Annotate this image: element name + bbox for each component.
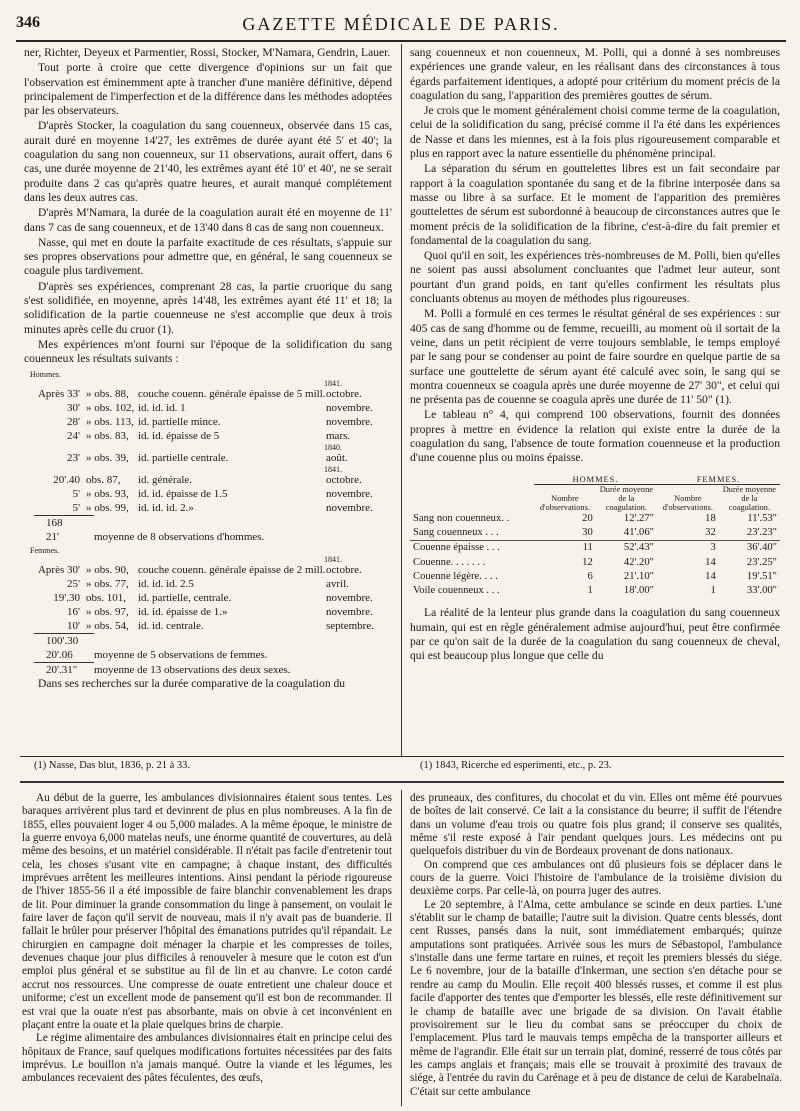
cell-m-obs: 11 [582, 542, 593, 554]
observation-row [24, 605, 392, 619]
paragraph: La séparation du sérum en gouttelettes libres est un fait secondaire par rapport à la coagulation spontanée du sang et de la fibrine interposée dans sa masse ou libre à sa surface. Et le moment de l'apparition des premières gouttelettes de sérum est subordonné à beaucoup de circonstances autres que le moment précis de la solidification de la fibrine, c'est-à-dire du fait premier et fondamental de la coagulation du sang. [410, 162, 780, 247]
obs-obs: obs. 101, [86, 591, 127, 604]
table-row [410, 541, 780, 556]
observation-row [24, 501, 392, 515]
year-line [24, 379, 392, 387]
obs-obs: » obs. 54, [86, 619, 129, 632]
year-line [24, 465, 392, 473]
feuilleton-paragraph: des pruneaux, des confitures, du chocolat et du vin. Elles ont même été pourvues de boîtes de lait conservé. Ce lait a la consistance du beurre; il suffit de l'étendre dans un volume d'eau trois ou quatre fois plus grand; il conserve ses qualités, même s'il reste exposé à l'air pendant quelques jours. Les médecins ont pu quelquefois distribuer du vin de Bordeaux provenant de dons nationaux. [410, 792, 782, 858]
obs-kind: id. id. épaisse de 1.» [138, 605, 228, 618]
obs-time: 30' [67, 401, 80, 414]
obs-time: Après 30' [37, 563, 80, 576]
both-average-label: moyenne de 13 observations des deux sexes. [94, 663, 291, 676]
paragraph: D'après M'Namara, la durée de la coagulation aurait été en moyenne de 11' dans 7 cas de sang couenneux, et de 13'40 dans 8 cas de sang non couenneux. [24, 206, 392, 234]
obs-month: novembre. [326, 415, 373, 428]
obs-time: 16' [67, 605, 80, 618]
year-line [24, 555, 392, 563]
obs-month: novembre. [326, 501, 373, 514]
cell-label: Sang couenneux . . . [413, 526, 499, 538]
cell-f-dur: 33'.00" [746, 585, 777, 597]
table-row [410, 556, 780, 570]
obs-obs: » obs. 83, [86, 429, 129, 442]
obs-time: 23' [67, 451, 80, 464]
obs-obs: » obs. 97, [86, 605, 129, 618]
obs-kind: id. générale. [138, 473, 193, 486]
cell-m-dur: 21'.10" [623, 570, 654, 582]
obs-month: novembre. [326, 591, 373, 604]
col-header-obs: Nombre d'observations. [662, 493, 713, 512]
obs-month: mars. [326, 429, 351, 442]
obs-month: avril. [326, 577, 349, 590]
paragraph: ner, Richter, Deyeux et Parmentier, Rossi, Stocker, M'Namara, Gendrin, Lauer. [24, 46, 391, 59]
obs-kind: id. id. centrale. [138, 619, 204, 632]
table-row [410, 526, 780, 541]
women-total: 100'.30 [46, 634, 79, 647]
table-corner [410, 484, 534, 512]
page-header [16, 10, 786, 42]
coagulation-table [410, 472, 780, 599]
cell-f-obs: 3 [710, 542, 716, 554]
cell-m-obs: 20 [582, 512, 593, 524]
obs-kind: id. partielle centrale. [138, 451, 229, 464]
women-average-line [24, 648, 392, 662]
men-observations [24, 379, 392, 515]
obs-kind: id. id. id. 2.» [138, 501, 194, 514]
obs-year: 1841. [324, 554, 342, 564]
obs-obs: » obs. 90, [86, 563, 129, 576]
cell-f-obs: 14 [705, 570, 716, 582]
women-total-line [24, 634, 392, 648]
paragraph: D'après Stocker, la coagulation du sang couenneux, observée dans 15 cas, aurait duré en moyenne 14'27, les extrêmes de durée ayant été 5' et 40'; la coagulation du sang non couenneux, sur 11 observations, aurait offert, dans 6 cas, une durée moyenne de 21'40, les extrêmes ayant été 10' et 40', ne se serait produite dans 2 cas qu'après quatre heures, et aurait manqué complétement dans les deux autres cas. [24, 119, 392, 204]
men-total: 168 [46, 516, 63, 529]
table-corner [410, 472, 534, 485]
observation-row [24, 473, 392, 487]
column-divider [401, 44, 402, 756]
observation-row [24, 387, 392, 401]
paragraph: sang couenneux et non couenneux, M. Polli, qui a donné à ses nombreuses expériences une grande valeur, en les réalisant dans des circonstances à tous égards parfaitement identiques, a adopté pour critérium du moment précis de la coagulation du sang, l'apparition des premières gouttes de sérum. [410, 46, 780, 102]
women-label: Femmes. [30, 545, 60, 555]
observation-row [24, 591, 392, 605]
observation-row [24, 619, 392, 633]
paragraph: D'après ses expériences, comprenant 28 cas, la partie cruorique du sang s'est solidifiée, en moyenne, après 14'48, les extrêmes ayant été 11' et 18; la solidification de la partie couenneuse ne s'est accomplie que deux à trois minutes après celle du cruor (1). [24, 279, 392, 336]
men-average: 21' [46, 530, 59, 543]
obs-time: 24' [67, 429, 80, 442]
feuilleton-paragraph: Au début de la guerre, les ambulances divisionnaires étaient sous tentes. Les baraques arrivèrent plus tard et devinrent de plus en plus nombreuses. A la fin de 1855, elles pouvaient loger 4 ou 5,000 malades. A la même époque, le ministre de la guerre envoya 6,000 matelas neufs, une énorme quantité de couvertures, au delà même des besoins, et un matériel considérable. Il n'était pas facile d'entretenir tout cela, les choses s'usant vite en campagne; à chaque instant, des difficultés imprévues arrêtent les meilleures intentions. Ainsi pendant la période rigoureuse de l'hiver 1855-56 il a été impossible de faire blanchir convenablement les draps de lit. Pour diminuer la grande consommation du linge à pansement, on voulait le faire laver de façon qu'il servit de nouveau, mais il n'y avait pas de buanderie. Il fallait le brûler pour préserver l'hôpital des émanations putrides qu'il répandait. Le chirurgien en campagne doit ménager la charpie et les compresses de toiles, devenues chaque jour plus difficiles à renouveler à mesure que le coton est d'un emploi plus général et se substitue au fil de lin et au chanvre. Le coton cardé accrut nos ressources. Une compresse de ouate entretient une chaleur douce et uniforme; c'est un excellent mode de pansement qu'il est bon de recommander. Il est vrai que la ouate n'est pas absorbante, mais on obvie à cet inconvénient en plaçant entre la ouate et la plaie quelques brins de charpie. [22, 792, 392, 1031]
year-line [24, 443, 392, 451]
obs-month: octobre. [326, 563, 362, 576]
cell-f-obs: 18 [705, 512, 716, 524]
obs-month: octobre. [326, 387, 362, 400]
cell-label: Couenne légère. . . . [413, 570, 498, 582]
obs-time: 5' [72, 487, 80, 500]
cell-m-dur: 41'.06" [623, 526, 654, 538]
obs-obs: obs. 87, [86, 473, 121, 486]
cell-label: Voile couenneux . . . [413, 585, 500, 597]
cell-m-dur: 18'.00" [623, 585, 654, 597]
women-observations [24, 555, 392, 633]
obs-year: 1841. [324, 378, 342, 388]
obs-obs: » obs. 77, [86, 577, 129, 590]
paragraph: Le tableau n° 4, qui comprend 100 observations, fournit des données propres à mettre en évidence la relation qui existe entre la durée de la coagulation du sang, l'absence de toute formation couenneuse et la production d'une couenne plus ou moins épaisse. [410, 408, 780, 465]
obs-kind: couche couenn. générale épaisse de 5 mill. [138, 387, 326, 400]
obs-year: 1841. [324, 464, 342, 474]
obs-obs: » obs. 93, [86, 487, 129, 500]
obs-obs: » obs. 102, [86, 401, 135, 414]
obs-month: septembre. [326, 619, 374, 632]
group-women: FEMMES. [657, 472, 780, 485]
cell-m-obs: 6 [587, 570, 593, 582]
footnote-rule [20, 756, 784, 757]
journal-title: GAZETTE MÉDICALE DE PARIS. [242, 14, 560, 34]
paragraph: Quoi qu'il en soit, les expériences très-nombreuses de M. Polli, bien qu'elles ne soient pas aussi absolument concluantes que l'admet leur auteur, sont pourtant d'un grand poids, en tant qu'elles confirment les résultats plus concluants obtenus au moyen de méthodes plus rigoureuses. [410, 249, 780, 306]
observation-row [24, 577, 392, 591]
observation-row [24, 487, 392, 501]
observation-row [24, 415, 392, 429]
col-header-obs: Nombre d'observations. [539, 493, 590, 512]
both-average-line [24, 663, 392, 677]
obs-kind: couche couenn. générale épaisse de 2 mill. [138, 563, 326, 576]
cell-m-obs: 12 [582, 556, 593, 568]
cell-label: Sang non couenneux. . [413, 512, 510, 524]
paragraph: La réalité de la lenteur plus grande dans la coagulation du sang couenneux humain, qui est en règle généralement admise aujourd'hui, peut être confirmée par ce qu'on sait de la durée de la coagulation du sang couenneux de cheval, qui est beaucoup plus longue que celle du [410, 606, 780, 663]
cell-f-dur: 19'.51" [746, 570, 777, 582]
obs-time: 28' [67, 415, 80, 428]
feuilleton-left [22, 792, 392, 1086]
obs-obs: » obs. 99, [86, 501, 129, 514]
footnote-left: (1) Nasse, Das blut, 1836, p. 21 à 33. [34, 760, 191, 771]
group-men: HOMMES. [534, 472, 657, 485]
obs-kind: id. partielle mince. [138, 415, 221, 428]
obs-month: novembre. [326, 401, 373, 414]
paragraph: Dans ses recherches sur la durée comparative de la coagulation du [38, 676, 346, 690]
men-average-line [24, 530, 392, 544]
women-average-label: moyenne de 5 observations de femmes. [94, 648, 268, 661]
men-label: Hommes. [30, 369, 61, 379]
cell-f-dur: 23'.25" [746, 556, 777, 568]
cell-m-obs: 1 [587, 585, 593, 597]
cell-f-obs: 32 [705, 526, 716, 538]
obs-month: novembre. [326, 487, 373, 500]
feuilleton-paragraph: Le régime alimentaire des ambulances divisionnaires était en principe celui des hôpitaux de France, sauf quelques modifications fortuites nécessitées par des faits imprévus. Le bouillon n'a jamais manqué. Outre la viande et les légumes, les ambulances recevaient des pâtes féculentes, des œufs, [22, 1032, 392, 1085]
obs-time: 20'.40 [53, 473, 80, 486]
page-number: 346 [16, 14, 40, 31]
paragraph: Je crois que le moment généralement choisi comme terme de la coagulation, celui de la solidification du sang, précisé comme il l'a été dans les expériences de Nasse et dans les miennes, est à la fois plus rigoureusement comparable et plus en rapport avec la nature essentielle du phénomène principal. [410, 104, 780, 161]
obs-kind: id. id. id. 2.5 [138, 577, 194, 590]
col-header-dur: Durée moyenne de la coagulation. [722, 484, 776, 512]
obs-obs: » obs. 113, [86, 415, 134, 428]
footnote-right: (1) 1843, Ricerche ed esperimenti, etc., p. 23. [420, 760, 612, 771]
cell-f-dur: 36'.40" [746, 542, 777, 554]
obs-kind: id. id. épaisse de 5 [138, 429, 220, 442]
right-column [410, 46, 780, 665]
paragraph: Tout porte à croire que cette divergence d'opinions sur un fait que l'observation est éminemment apte à trancher d'une manière définitive, dépend principalement de l'imperfection et de la différence dans les méthodes adoptées par les observateurs. [24, 61, 392, 118]
obs-kind: id. id. épaisse de 1.5 [138, 487, 228, 500]
cell-m-obs: 30 [582, 526, 593, 538]
men-average-label: moyenne de 8 observations d'hommes. [94, 530, 265, 543]
obs-time: 5' [72, 501, 80, 514]
feuilleton-divider [401, 790, 402, 1106]
cell-f-obs: 14 [705, 556, 716, 568]
cell-f-obs: 1 [710, 585, 716, 597]
obs-time: 19'.30 [53, 591, 80, 604]
paragraph: Mes expériences m'ont fourni sur l'époque de la solidification du sang couenneux les résultats suivants : [24, 337, 392, 366]
feuilleton-paragraph: On comprend que ces ambulances ont dû plusieurs fois se déplacer dans le cours de la guerre. Voici l'histoire de l'ambulance de la troisième division du deuxième corps. Par celle-là, on pourra juger des autres. [410, 858, 782, 898]
observation-row [24, 563, 392, 577]
men-total-line [24, 516, 392, 530]
cell-m-dur: 42'.20" [623, 556, 654, 568]
cell-m-dur: 12'.27" [623, 512, 654, 524]
observation-row [24, 401, 392, 415]
cell-f-dur: 11'.53" [747, 512, 777, 524]
cell-m-dur: 52'.43" [623, 542, 654, 554]
obs-time: Après 33' [37, 387, 80, 400]
obs-kind: id. id. id. 1 [138, 401, 186, 414]
obs-month: août. [326, 451, 348, 464]
cell-label: Couenne épaisse . . . [413, 542, 500, 554]
col-header-dur: Durée moyenne de la coagulation. [599, 484, 653, 512]
obs-kind: id. partielle, centrale. [138, 591, 232, 604]
paragraph: M. Polli a formulé en ces termes le résultat général de ses expériences : sur 405 cas de sang d'homme ou de femme, recueilli, au moment où il sortait de la veine, dans un petit récipient de verre toujours semblable, le temps employé par le sang pour se condenser au point de faire sourdre en quelque partie de sa surface une gouttelette de sérum ayant été calculé avec soin, le sang qui se montra couenneux se coagula après une durée moyenne de 27' 30", et celui qui ne présenta pas de couenne se coagula après une durée de 11' 50" (1). [410, 307, 780, 407]
table-row [410, 570, 780, 584]
obs-time: 10' [67, 619, 80, 632]
obs-month: novembre. [326, 605, 373, 618]
cell-f-dur: 23'.23" [746, 526, 777, 538]
left-column [24, 46, 392, 692]
both-average: 20'.31" [46, 663, 78, 676]
obs-obs: » obs. 88, [86, 387, 129, 400]
obs-obs: » obs. 39, [86, 451, 129, 464]
obs-month: octobre. [326, 473, 362, 486]
cell-label: Couenne. . . . . . . [413, 556, 486, 568]
obs-year: 1840. [324, 442, 342, 452]
table-row [410, 512, 780, 526]
paragraph: Nasse, qui met en doute la parfaite exactitude de ces résultats, s'appuie sur ses propres observations pour admettre que, en général, le sang couenneux se coagule plus tardivement. [24, 235, 392, 278]
feuilleton-rule [20, 781, 784, 783]
table-row [410, 584, 780, 598]
feuilleton-right [410, 792, 782, 1099]
obs-time: 25' [67, 577, 80, 590]
table-body [410, 512, 780, 599]
women-average: 20'.06 [46, 648, 73, 661]
feuilleton-paragraph: Le 20 septembre, à l'Alma, cette ambulance se scinde en deux parties. L'une s'établit sur le champ de bataille; l'autre suit la division. Quatre cents blessés, dont cent Russes, pansés dans la nuit, sont immédiatement embarqués; quinze amputations sont pratiquées. Arrivée sous les murs de Sébastopol, l'ambulance s'installe dans une ferme tartare en ruines, et reçoit les premiers blessés du siége. Le 6 novembre, jour de la bataille d'Inkerman, une section s'en détache pour se rendre au camp du Moulin. Elle reçoit 400 blessés russes, et comme il est plus facile d'apporter des tentes que d'emporter les blessés, elle reste définitivement sur le champ de bataille avec une brigade de sa division. On l'avait établie provisoirement sur le lieu du combat sans se préoccuper du choix de l'emplacement. Plus tard le mauvais temps empêcha de la transporter ailleurs et même de l'agrandir. Elle était sur un terrain plat, dominé, resserré de tous côtés par les camps anglais et français; mais elle se trouvait à proximité des travaux de siége, à l'entrée du ravin du Carénage et à peu de distance de celui de Karabelnaïa. C'était sur cette ambulance [410, 898, 782, 1098]
